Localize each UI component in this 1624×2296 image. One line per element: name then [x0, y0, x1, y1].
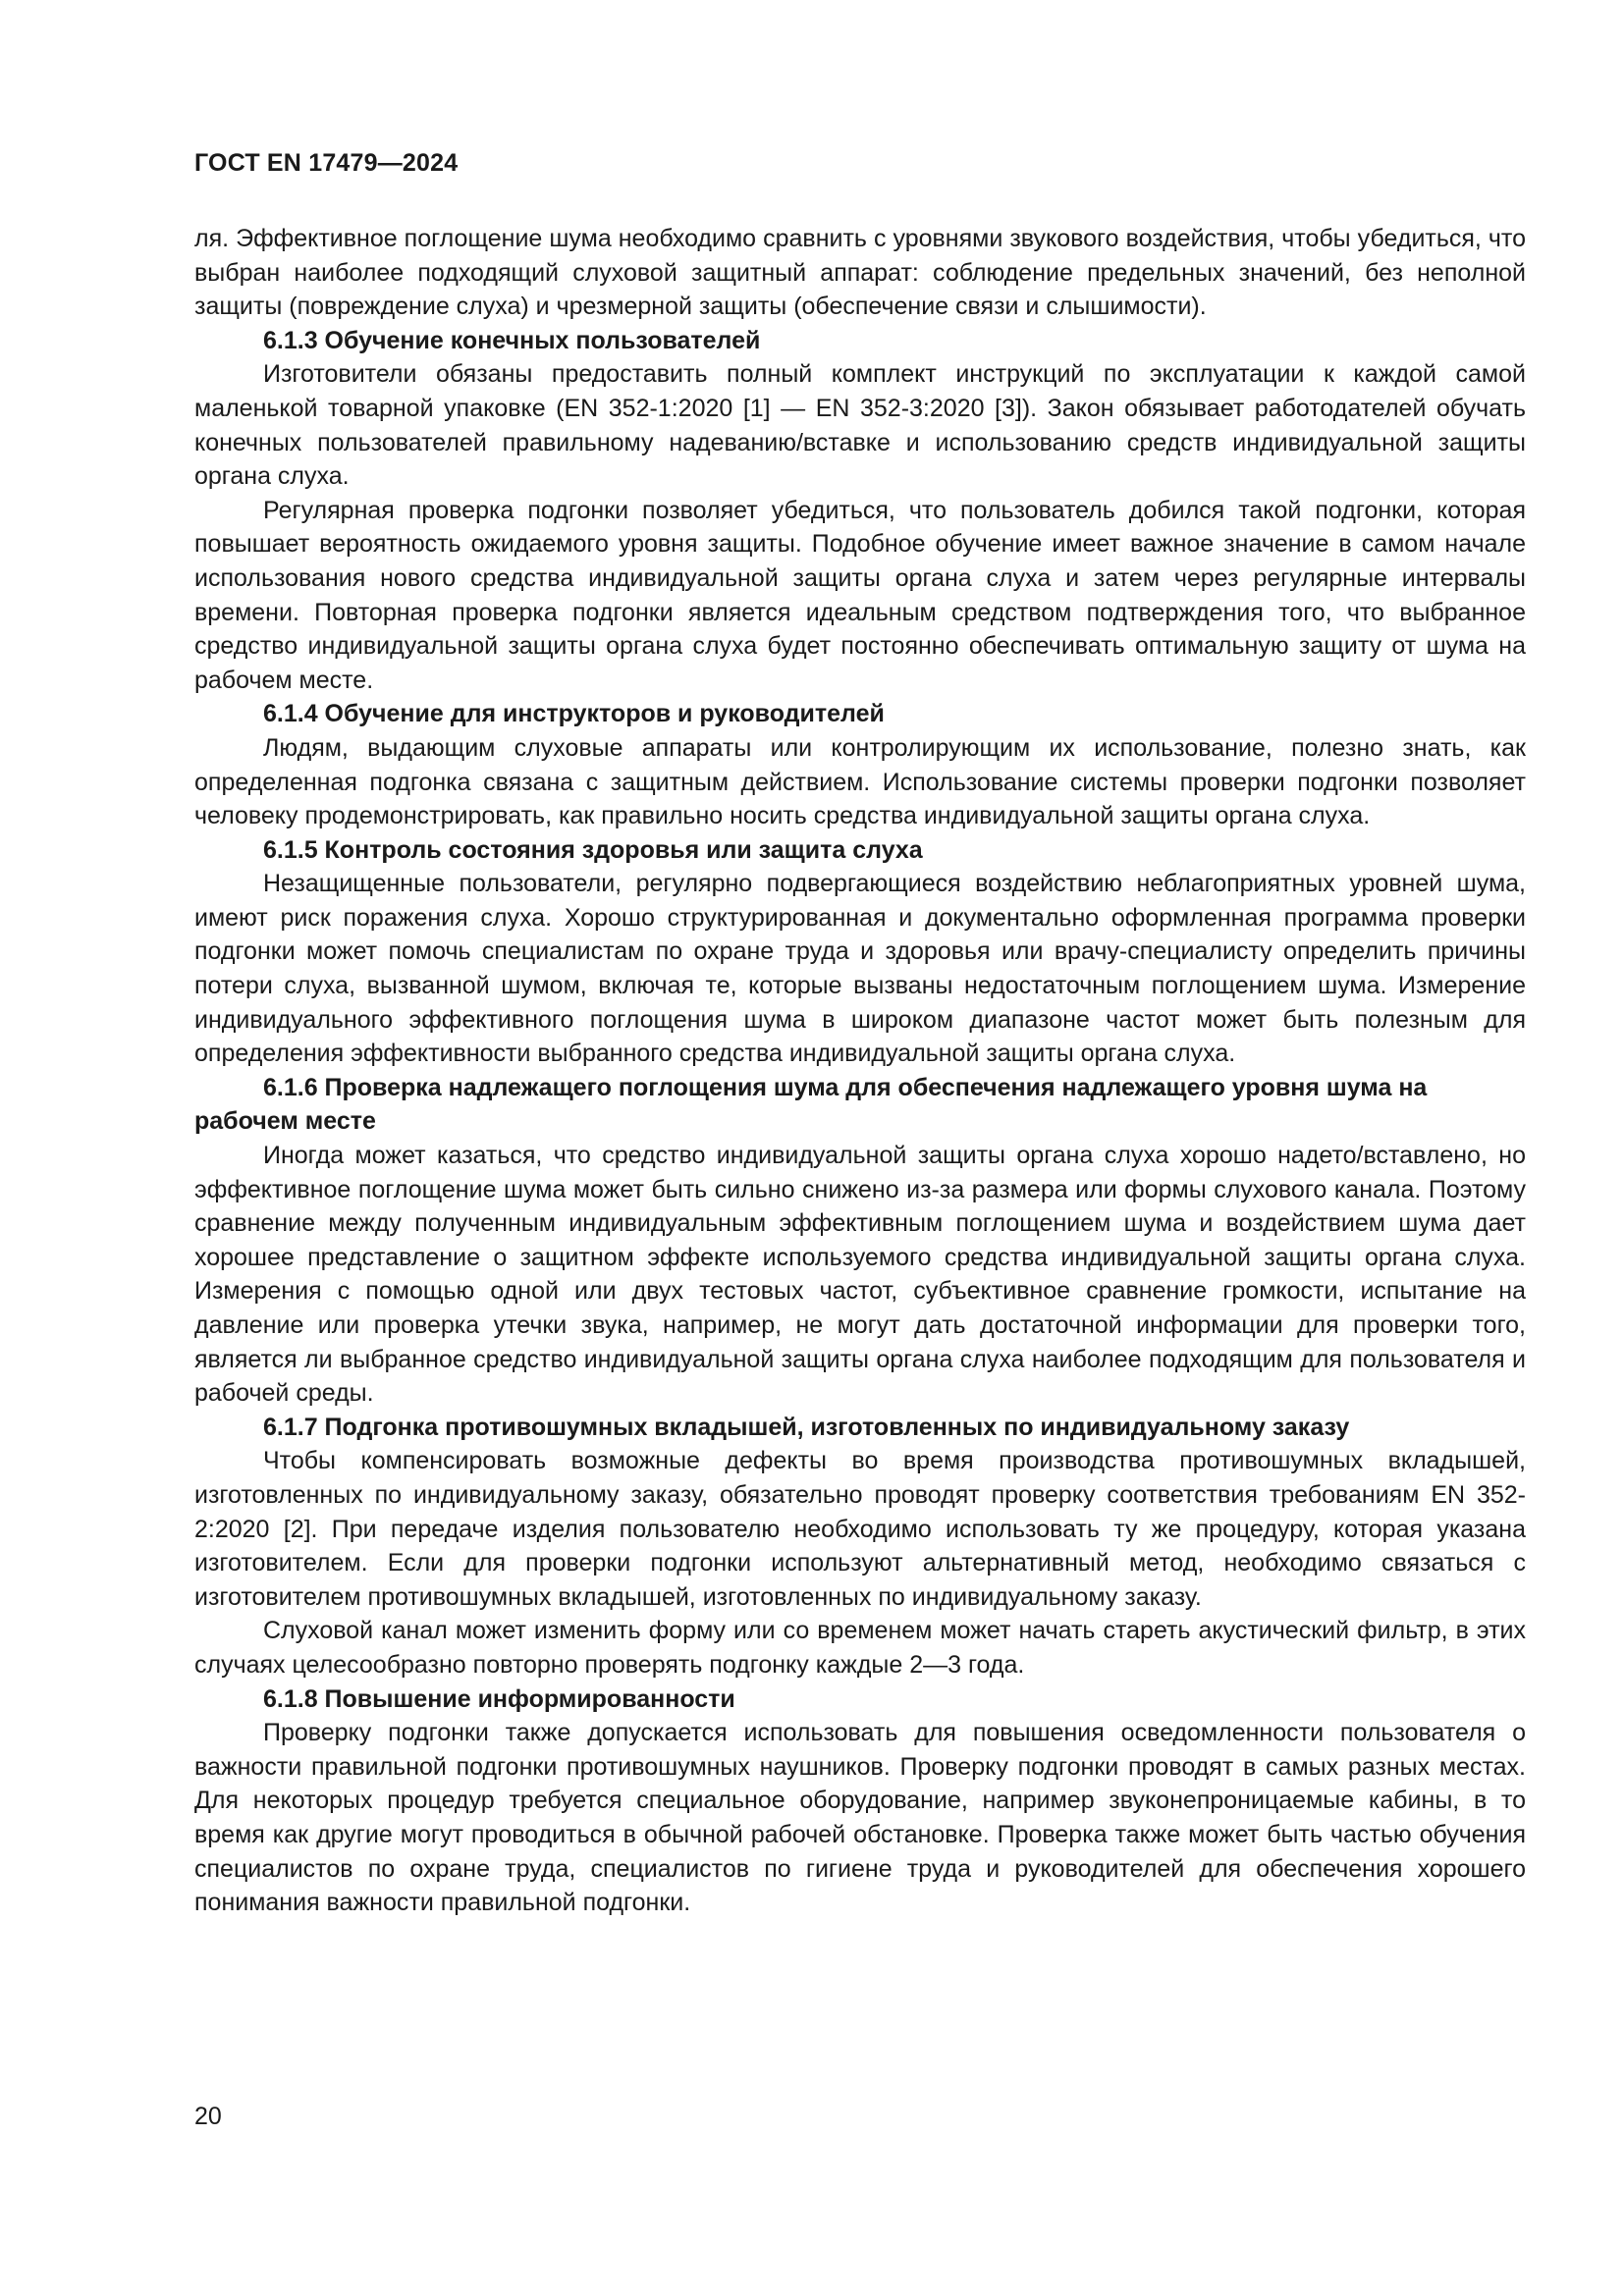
section-6-1-6 [194, 1071, 1526, 1411]
paragraph: Проверку подгонки также допускается использовать для повышения осведомленности пользователя о важности правильной подгонки противошумных наушников. Проверку подгонки проводят в самых разных местах. Для некоторых процедур требуется специальное оборудование, например звуконепроницаемые кабины, в то время как другие могут проводиться в обычной рабочей обстановке. Проверка также может быть частью обучения специалистов по охране труда, специалистов по гигиене труда и руководителей для обеспечения хорошего понимания важности правильной подгонки. [194, 1719, 1526, 1917]
section-6-1-5 [194, 833, 1526, 1071]
section-heading: 6.1.5 Контроль состояния здоровья или защита слуха [263, 835, 923, 864]
paragraph: Незащищенные пользователи, регулярно подвергающиеся воздействию неблагоприятных уровней шума, имеют риск поражения слуха. Хорошо структурированная и документально оформленная программа проверки подгонки может помочь специалистам по охране труда и здоровья или врачу-специалисту определить причины потери слуха, вызванной шумом, включая те, которые вызваны недостаточным поглощением шума. Измерение индивидуального эффективного поглощения шума в широком диапазоне частот может быть полезным для определения эффективности выбранного средства индивидуальной защиты органа слуха. [194, 870, 1526, 1068]
paragraph: Регулярная проверка подгонки позволяет убедиться, что пользователь добился такой подгонки, которая повышает вероятность ожидаемого уровня защиты. Подобное обучение имеет важное значение в самом начале использования нового средства индивидуальной защиты органа слуха и затем через регулярные интервалы времени. Повторная проверка подгонки является идеальным средством подтверждения того, что выбранное средство индивидуальной защиты органа слуха будет постоянно обеспечивать оптимальную защиту от шума на рабочем месте. [194, 496, 1526, 694]
section-6-1-8 [194, 1682, 1526, 1920]
section-heading: 6.1.6 Проверка надлежащего поглощения шума для обеспечения надлежащего уровня шума на рабочем месте [194, 1073, 1428, 1136]
section-6-1-7 [194, 1411, 1526, 1682]
document-body [194, 222, 1526, 1920]
section-6-1-3 [194, 324, 1526, 698]
section-heading: 6.1.8 Повышение информированности [263, 1684, 735, 1713]
document-header: ГОСТ EN 17479—2024 [194, 149, 459, 177]
section-heading: 6.1.7 Подгонка противошумных вкладышей, изготовленных по индивидуальному заказу [263, 1413, 1350, 1441]
intro-paragraph: ля. Эффективное поглощение шума необходимо сравнить с уровнями звукового воздействия, чтобы убедиться, что выбран наиболее подходящий слуховой защитный аппарат: соблюдение предельных значений, без неполной защиты (повреждение слуха) и чрезмерной защиты (обеспечение связи и слышимости). [194, 225, 1526, 321]
paragraph: Слуховой канал может изменить форму или со временем может начать стареть акустический фильтр, в этих случаях целесообразно повторно проверять подгонку каждые 2—3 года. [194, 1617, 1526, 1679]
paragraph: Изготовители обязаны предоставить полный комплект инструкций по эксплуатации к каждой самой маленькой товарной упаковке (EN 352-1:2020 [1] — EN 352-3:2020 [3]). Закон обязывает работодателей обучать конечных пользователей правильному надеванию/вставке и использованию средств индивидуальной защиты органа слуха. [194, 360, 1526, 491]
paragraph: Людям, выдающим слуховые аппараты или контролирующим их использование, полезно знать, как определенная подгонка связана с защитным действием. Использование системы проверки подгонки позволяет человеку продемонстрировать, как правильно носить средства индивидуальной защиты органа слуха. [194, 733, 1526, 830]
paragraph: Чтобы компенсировать возможные дефекты во время производства противошумных вкладышей, изготовленных по индивидуальному заказу, обязательно проводят проверку соответствия требованиям EN 352-2:2020 [2]. При передаче изделия пользователю необходимо использовать ту же процедуру, которая указана изготовителем. Если для проверки подгонки используют альтернативный метод, необходимо связаться с изготовителем противошумных вкладышей, изготовленных по индивидуальному заказу. [194, 1447, 1526, 1611]
page-number: 20 [194, 2103, 222, 2130]
section-heading: 6.1.3 Обучение конечных пользователей [263, 326, 761, 354]
section-heading: 6.1.4 Обучение для инструкторов и руководителей [263, 700, 885, 728]
paragraph: Иногда может казаться, что средство индивидуальной защиты органа слуха хорошо надето/вставлено, но эффективное поглощение шума может быть сильно снижено из-за размера или формы слухового канала. Поэтому сравнение между полученным индивидуальным эффективным поглощением шума и воздействием шума дает хорошее представление о защитном эффекте используемого средства индивидуальной защиты органа слуха. Измерения с помощью одной или двух тестовых частот, субъективное сравнение громкости, испытание на давление или проверка утечки звука, например, не могут дать достаточной информации для проверки того, является ли выбранное средство индивидуальной защиты органа слуха наиболее подходящим для пользователя и рабочей среды. [194, 1142, 1526, 1408]
section-6-1-4 [194, 697, 1526, 832]
